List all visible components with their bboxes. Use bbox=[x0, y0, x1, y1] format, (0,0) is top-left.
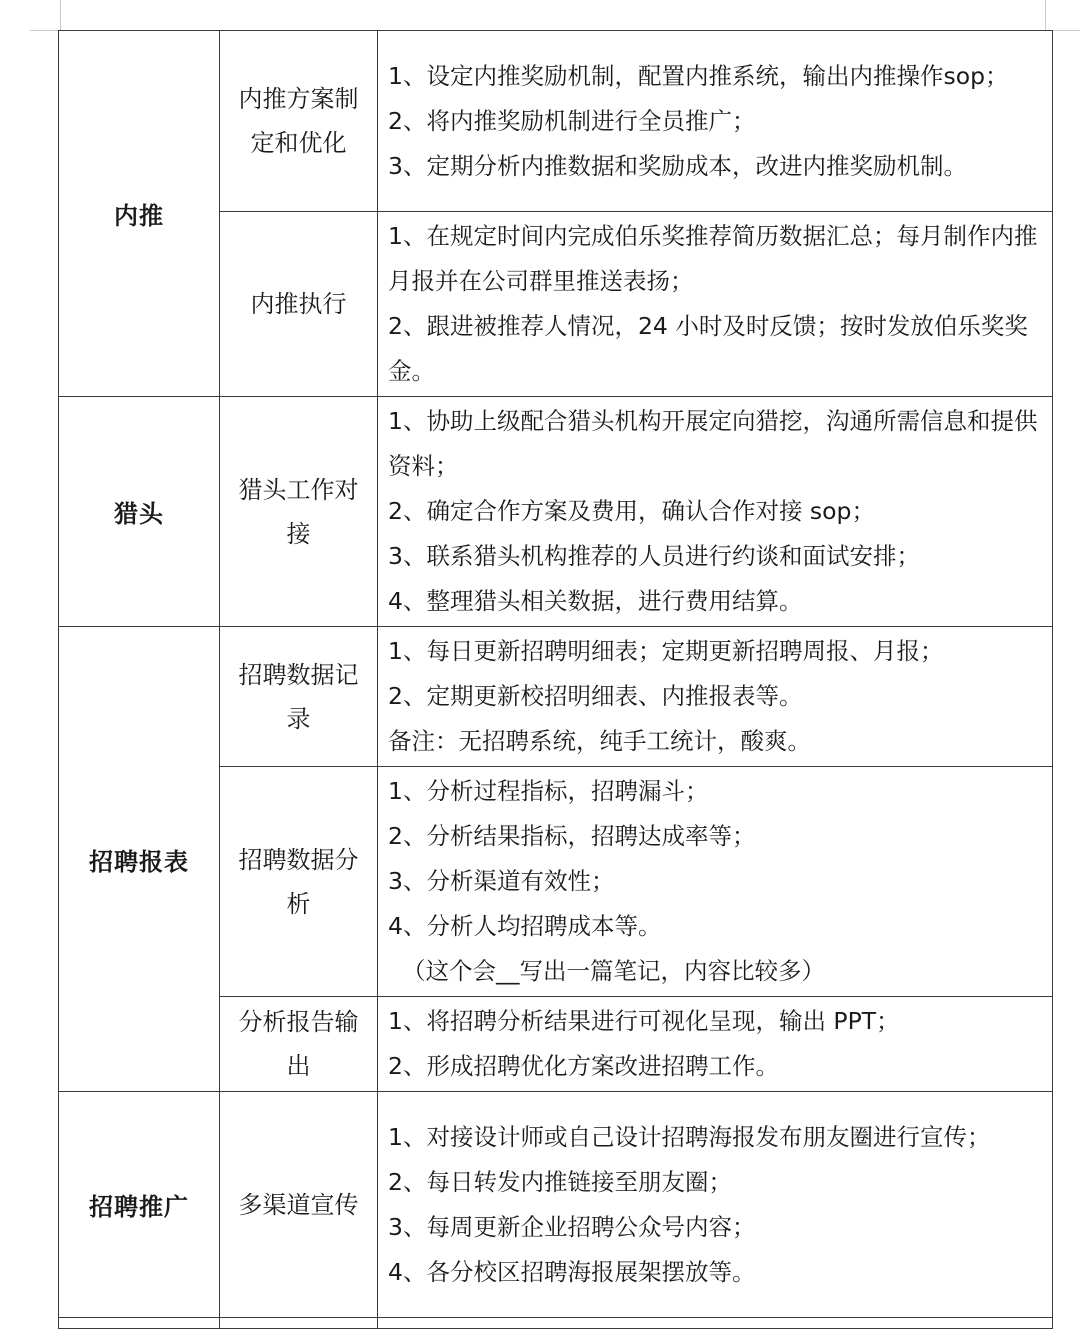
description-line: 1、设定内推奖励机制，配置内推系统，输出内推操作sop； bbox=[388, 61, 1009, 90]
description-line: 3、分析渠道有效性； bbox=[388, 867, 615, 895]
category-cell: 招聘报表 bbox=[59, 627, 220, 1092]
description-line: 1、在规定时间内完成伯乐奖推荐简历数据汇总；每月制作内推月报并在公司群里推送表扬； bbox=[388, 222, 1038, 295]
description-line: 4、各分校区招聘海报展架摆放等。 bbox=[388, 1257, 756, 1286]
description-line: 4、分析人均招聘成本等。 bbox=[388, 912, 662, 940]
description-cell bbox=[378, 997, 1053, 1092]
description-line: 2、将内推奖励机制进行全员推广； bbox=[388, 106, 756, 135]
category-cell: 猎头 bbox=[59, 397, 220, 627]
description-cell bbox=[378, 767, 1053, 997]
description-line: 1、对接设计师或自己设计招聘海报发布朋友圈进行宣传； bbox=[388, 1122, 991, 1151]
page-corner-mark-left bbox=[60, 0, 61, 30]
subcategory-cell: 分析报告输出 bbox=[220, 997, 378, 1092]
page-corner-mark-left bbox=[30, 30, 60, 31]
description-cell bbox=[378, 627, 1053, 767]
subcategory-cell: 内推执行 bbox=[220, 212, 378, 397]
category-cell: 招聘推广 bbox=[59, 1092, 220, 1318]
description-line: 2、定期更新校招明细表、内推报表等。 bbox=[388, 682, 803, 710]
description-note: （这个会__写出一篇笔记，内容比较多） bbox=[402, 957, 825, 985]
recruitment-duties-table bbox=[58, 30, 1053, 1329]
page-corner-mark-right bbox=[1045, 0, 1046, 30]
description-cell bbox=[378, 212, 1053, 397]
subcategory-cell bbox=[220, 1318, 378, 1329]
table-row bbox=[59, 397, 1053, 627]
description-line: 3、定期分析内推数据和奖励成本，改进内推奖励机制。 bbox=[388, 151, 967, 180]
description-line: 2、跟进被推荐人情况，24 小时及时反馈；按时发放伯乐奖奖金。 bbox=[388, 312, 1028, 385]
table-row bbox=[59, 31, 1053, 212]
subcategory-cell: 内推方案制定和优化 bbox=[220, 31, 378, 212]
subcategory-cell: 猎头工作对接 bbox=[220, 397, 378, 627]
description-cell bbox=[378, 31, 1053, 212]
description-cell bbox=[378, 1318, 1053, 1329]
subcategory-cell: 招聘数据记录 bbox=[220, 627, 378, 767]
subcategory-cell: 多渠道宣传 bbox=[220, 1092, 378, 1318]
description-line: 2、每日转发内推链接至朋友圈； bbox=[388, 1167, 732, 1196]
description-cell bbox=[378, 1092, 1053, 1318]
description-line: 3、每周更新企业招聘公众号内容； bbox=[388, 1212, 756, 1241]
category-cell bbox=[59, 1318, 220, 1329]
category-cell: 内推 bbox=[59, 31, 220, 397]
table-row bbox=[59, 627, 1053, 767]
table-row bbox=[59, 1092, 1053, 1318]
description-line: 1、每日更新招聘明细表；定期更新招聘周报、月报； bbox=[388, 637, 944, 665]
description-line: 1、将招聘分析结果进行可视化呈现，输出 PPT； bbox=[388, 1007, 900, 1035]
table-row-cutoff bbox=[59, 1318, 1053, 1329]
description-line: 3、联系猎头机构推荐的人员进行约谈和面试安排； bbox=[388, 542, 920, 570]
page-corner-mark-right bbox=[1050, 30, 1080, 31]
description-line: 1、分析过程指标，招聘漏斗； bbox=[388, 777, 709, 805]
description-line: 2、确定合作方案及费用，确认合作对接 sop； bbox=[388, 497, 875, 525]
subcategory-cell: 招聘数据分析 bbox=[220, 767, 378, 997]
description-line: 2、形成招聘优化方案改进招聘工作。 bbox=[388, 1052, 779, 1080]
description-line: 4、整理猎头相关数据，进行费用结算。 bbox=[388, 587, 803, 615]
description-line: 备注：无招聘系统，纯手工统计，酸爽。 bbox=[388, 727, 811, 755]
description-cell bbox=[378, 397, 1053, 627]
description-line: 1、协助上级配合猎头机构开展定向猎挖，沟通所需信息和提供资料； bbox=[388, 407, 1038, 480]
description-line: 2、分析结果指标，招聘达成率等； bbox=[388, 822, 756, 850]
